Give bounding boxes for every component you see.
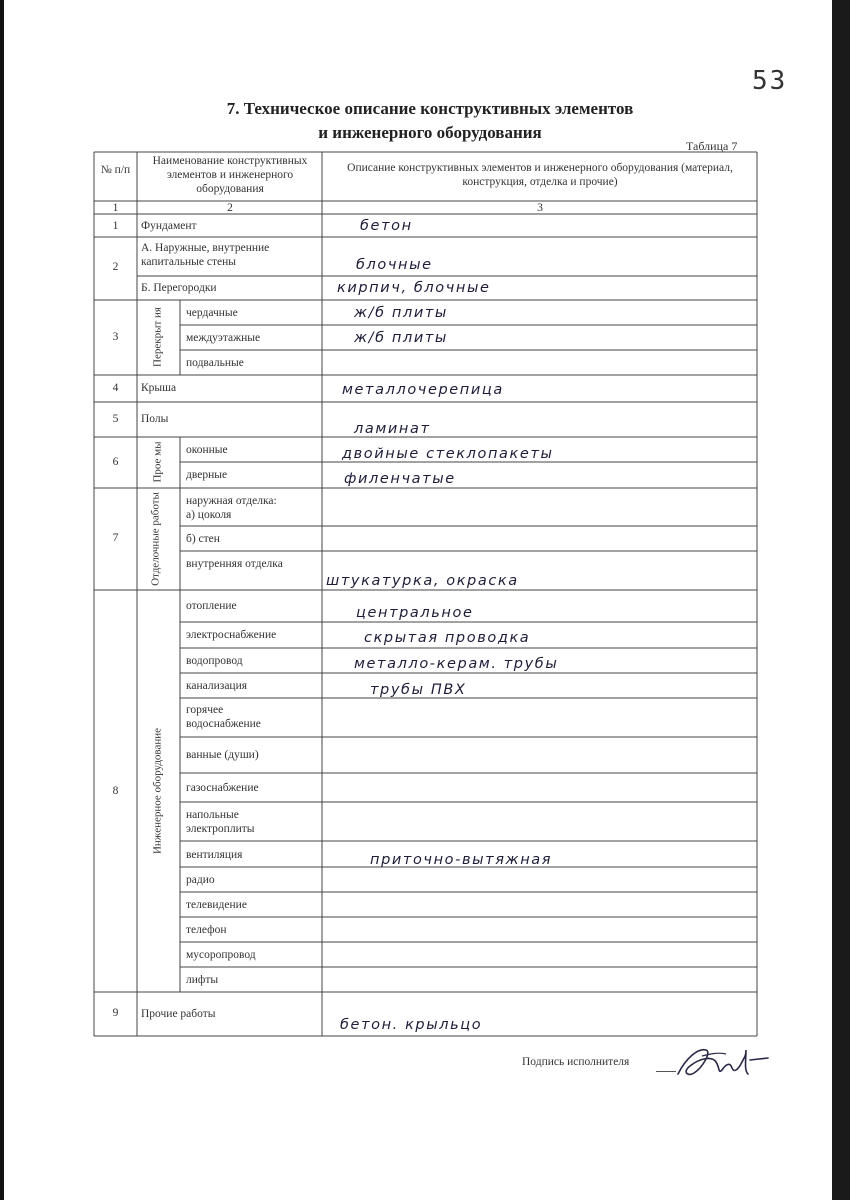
row-6-windows: оконные — [186, 444, 228, 456]
row-6-number: 6 — [112, 456, 119, 468]
row-3-number: 3 — [112, 331, 119, 343]
row-3-inter-value: ж/б плиты — [354, 330, 448, 346]
row-8-power-value: скрытая проводка — [364, 630, 531, 646]
row-3-inter: междуэтажные — [186, 332, 261, 344]
header-num-1: 1 — [112, 202, 119, 214]
header-element-name: Наименование конструктивных элементов и инженерного оборудования — [152, 155, 308, 195]
row-8-lifts: лифты — [186, 974, 219, 986]
row-8-number: 8 — [112, 785, 119, 797]
header-num-2: 2 — [227, 202, 233, 214]
row-8-hot-water: горячее водоснабжение — [186, 704, 261, 730]
row-6-group: Прое мы — [151, 441, 164, 483]
row-8-radio: радио — [186, 874, 215, 886]
row-8-water: водопровод — [186, 655, 243, 667]
page-number: 53 — [752, 66, 788, 96]
row-8-stoves: напольные электроплиты — [186, 809, 255, 835]
row-8-garbage: мусоропровод — [186, 949, 256, 961]
row-5-name: Полы — [141, 413, 169, 425]
row-8-ventilation-value: приточно-вытяжная — [370, 852, 553, 868]
row-3-group: Перекрыт ия — [151, 307, 164, 367]
row-8-ventilation: вентиляция — [186, 849, 243, 861]
table-label: Таблица 7 — [686, 139, 738, 153]
row-1-name: Фундамент — [141, 220, 197, 232]
title-line-2: и инженерного оборудования — [318, 123, 542, 142]
header-num-3: 3 — [537, 202, 543, 214]
row-4-name: Крыша — [141, 382, 177, 394]
row-8-baths: ванные (души) — [186, 749, 259, 761]
row-5-value: ламинат — [354, 421, 431, 437]
row-7-group: Отделочные работы — [149, 492, 162, 586]
row-2b-name: Б. Перегородки — [141, 282, 217, 294]
row-8-sewer: канализация — [186, 680, 248, 692]
row-8-heating-value: центральное — [356, 605, 474, 621]
row-7-interior: внутренняя отделка — [186, 558, 283, 570]
header-number: № п/п — [100, 164, 131, 176]
row-8-tv: телевидение — [186, 899, 247, 911]
row-3-basement: подвальные — [186, 357, 244, 369]
row-8-water-value: металло-керам. трубы — [354, 656, 559, 672]
row-9-value: бетон. крыльцо — [340, 1017, 483, 1033]
row-1-value: бетон — [360, 218, 413, 234]
row-2-number: 2 — [112, 261, 119, 273]
row-8-group: Инженерное оборудование — [151, 727, 164, 855]
row-7-walls: б) стен — [186, 533, 220, 545]
row-4-number: 4 — [112, 382, 119, 394]
row-3-attic: чердачные — [186, 307, 238, 319]
row-7-exterior: наружная отделка: — [186, 495, 277, 507]
title-line-1: 7. Техническое описание конструктивных элементов — [226, 99, 634, 118]
row-8-sewer-value: трубы ПВХ — [370, 682, 467, 698]
row-5-number: 5 — [112, 413, 119, 425]
row-8-power: электроснабжение — [186, 629, 277, 641]
signature-image — [672, 1040, 772, 1082]
row-8-gas: газоснабжение — [186, 782, 259, 794]
row-3-attic-value: ж/б плиты — [354, 305, 448, 321]
row-9-name: Прочие работы — [141, 1008, 216, 1020]
row-2a-name: А. Наружные, внутренние капитальные стены — [141, 242, 270, 268]
row-6-doors-value: филенчатые — [344, 471, 456, 487]
row-8-heating: отопление — [186, 600, 237, 612]
row-7-number: 7 — [112, 532, 119, 544]
header-description: Описание конструктивных элементов и инженерного оборудования (материал, конструкция, отделка и прочие) — [347, 162, 733, 188]
row-1-number: 1 — [112, 220, 119, 232]
signature-label: Подпись исполнителя — [522, 1056, 630, 1068]
row-7-plinth: а) цоколя — [186, 509, 232, 521]
row-8-phone: телефон — [186, 924, 227, 936]
row-9-number: 9 — [112, 1007, 119, 1019]
row-7-interior-value: штукатурка, окраска — [326, 573, 519, 589]
row-2b-value: кирпич, блочные — [337, 280, 491, 296]
row-6-windows-value: двойные стеклопакеты — [342, 446, 554, 462]
row-6-doors: дверные — [186, 469, 228, 481]
row-4-value: металлочерепица — [342, 382, 504, 398]
row-2a-value: блочные — [356, 257, 433, 273]
